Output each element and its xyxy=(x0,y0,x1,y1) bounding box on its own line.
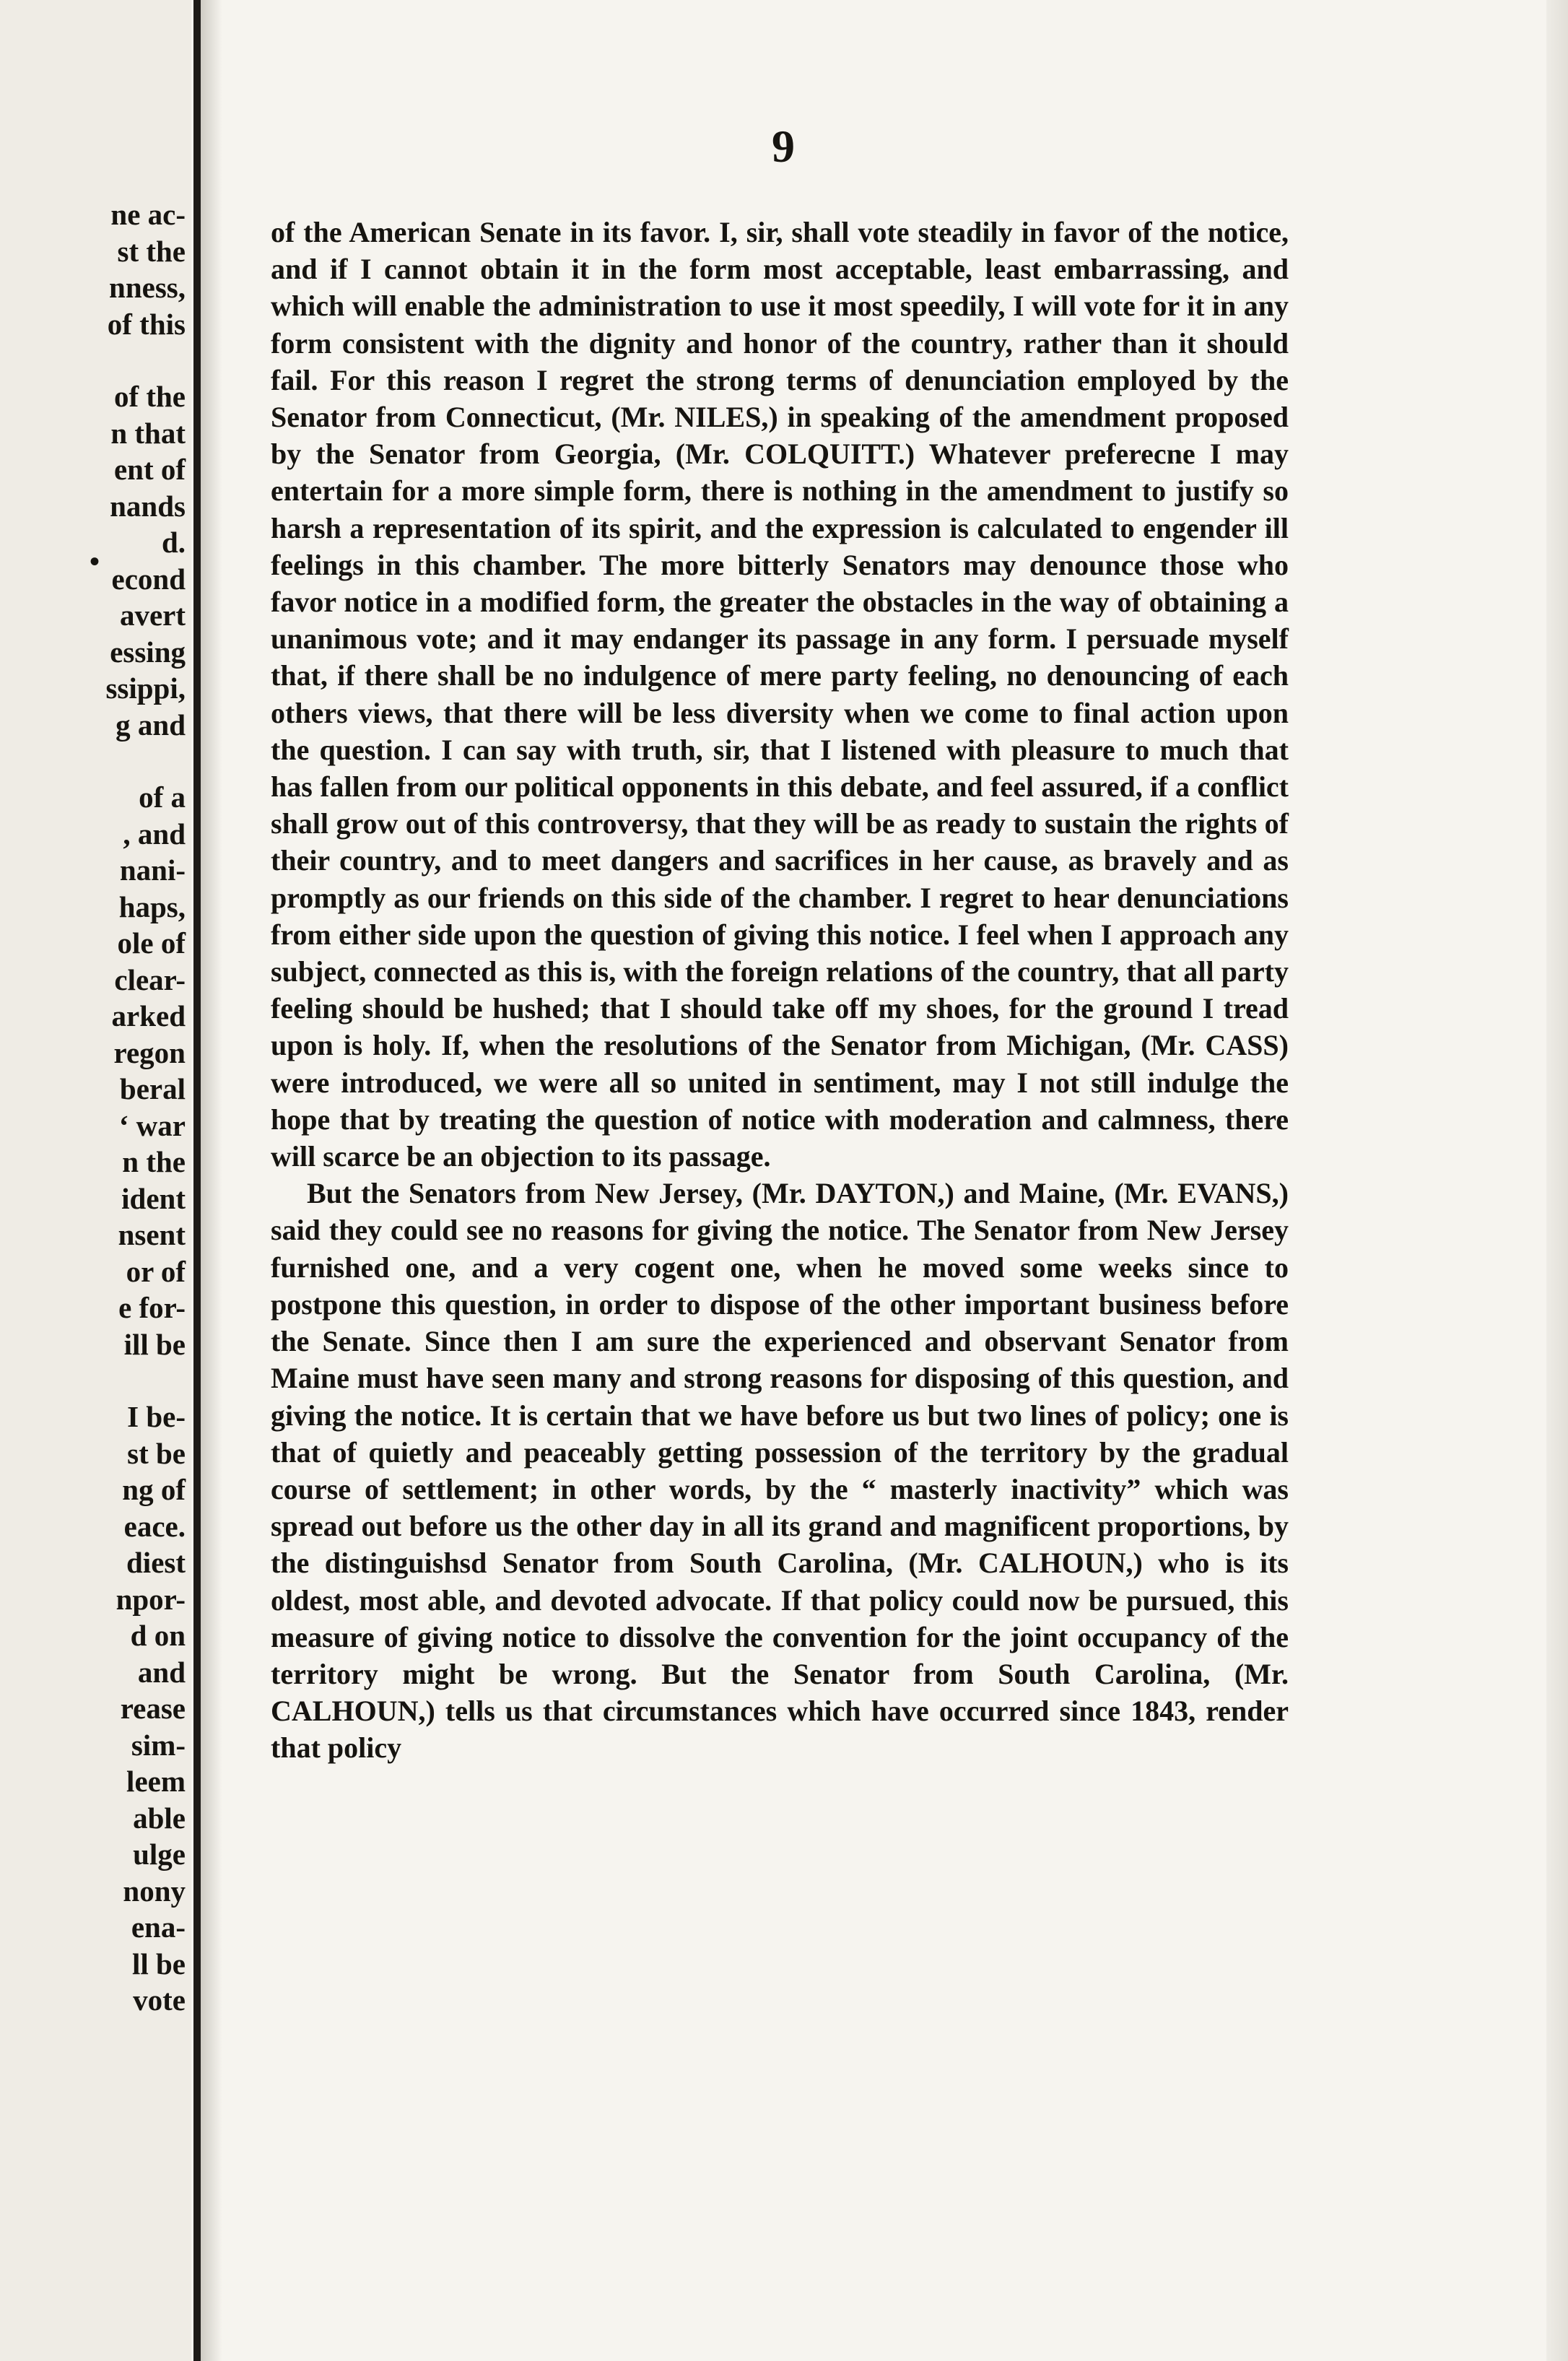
facing-page-line: ole of xyxy=(117,926,186,960)
facing-page-line: ent of xyxy=(113,453,186,486)
facing-page-line: nness, xyxy=(109,271,186,304)
blank-line xyxy=(12,743,186,779)
facing-page-strip xyxy=(0,0,191,2361)
facing-page-line: ne ac- xyxy=(110,198,186,231)
facing-page-line: d on xyxy=(130,1619,186,1652)
facing-page-line: , and xyxy=(123,817,186,851)
facing-page-line: essing xyxy=(110,635,186,669)
facing-page-line: regon xyxy=(113,1035,186,1069)
facing-page-line: ll be xyxy=(131,1947,186,1980)
facing-page-line: st the xyxy=(117,234,186,268)
facing-page-line: able xyxy=(133,1801,186,1835)
facing-page-line: ident xyxy=(121,1181,186,1215)
body-text xyxy=(271,214,1289,1767)
facing-page-line: nony xyxy=(123,1874,186,1908)
facing-page-line: nands xyxy=(110,489,186,523)
facing-page-line: of this xyxy=(107,307,186,341)
facing-page-line: diest xyxy=(126,1546,186,1579)
page-edge xyxy=(1546,0,1568,2361)
facing-page-line: and xyxy=(137,1655,186,1689)
stray-mark: • xyxy=(90,545,100,578)
blank-line xyxy=(12,342,186,378)
facing-page-line: I be- xyxy=(127,1400,186,1433)
facing-page-line: ‘ war xyxy=(118,1108,186,1142)
facing-page-line: nani- xyxy=(119,853,186,887)
facing-page-line: vote xyxy=(133,1983,186,2017)
facing-page-line: eace. xyxy=(123,1509,186,1543)
gutter-shadow xyxy=(201,0,222,2361)
facing-page-line: st be xyxy=(127,1436,186,1470)
paragraph: of the American Senate in its favor. I, sir, shall vote steadily in favor of the notice, and if I cannot obtain it in the form most acceptable, least embarrassing, and which will enable the administration to use it most speedily, I will vote for it in any form consistent with the dignity and honor of the country, rather than it should fail. For this reason I regret the strong terms of denunciation employed by the Senator from Connecticut, (Mr. NILES,) in speaking of the amendment proposed by the Senator from Georgia, (Mr. COLQUITT.) Whatever preferecne I may entertain for a more simple form, there is nothing in the amendment to justify so harsh a representation of its spirit, and the expression is calculated to engender ill feelings in this chamber. The more bitterly Senators may denounce those who favor notice in a modified form, the greater the obstacles in the way of obtaining a unanimous vote; and it may endanger its passage in any form. I persuade myself that, if there shall be no indulgence of mere party feeling, no denouncing of each others views, that there will be less diversity when we come to final action upon the question. I can say with truth, sir, that I listened with pleasure to much that has fallen from our political opponents in this debate, and feel assured, if a conflict shall grow out of this controversy, that they will be as ready to sustain the rights of their country, and to meet dangers and sacrifices in her cause, as bravely and as promptly as our friends on this side of the chamber. I regret to hear denunciations from either side upon the question of giving this notice. I feel when I approach any subject, connected as this is, with the foreign relations of the country, that all party feeling should be hushed; that I should take off my shoes, for the ground I tread upon is holy. If, when the resolutions of the Senator from Michigan, (Mr. CASS) were introduced, we were all so united in sentiment, may I not still indulge the hope that by treating the question of notice with moderation and calmness, there will scarce be an objection to its passage. xyxy=(271,216,1289,1173)
paragraph: But the Senators from New Jersey, (Mr. DAYTON,) and Maine, (Mr. EVANS,) said they could see no reasons for giving the notice. The Senator from New Jersey furnished one, and a very cogent one, when he moved some weeks since to postpone this question, in order to dispose of the other important business before the Senate. Since then I am sure the experienced and observant Senator from Maine must have seen many and strong reasons for disposing of this question, and giving the notice. It is certain that we have before us but two lines of policy; one is that of quietly and peaceably getting possession of the territory by the gradual course of settlement; in other words, by the “ masterly inactivity” which was spread out before us the other day in all its grand and magnificent proportions, by the distinguishsd Senator from South Carolina, (Mr. CALHOUN,) who is its oldest, most able, and devoted advocate. If that policy could now be pursued, this measure of giving notice to dissolve the convention for the joint occupancy of the territory might be wrong. But the Senator from South Carolina, (Mr. CALHOUN,) tells us that circumstances which have occurred since 1843, render that policy xyxy=(271,1177,1289,1765)
facing-page-line: n the xyxy=(122,1145,186,1178)
facing-page-line: ng of xyxy=(122,1473,186,1506)
facing-page-line: arked xyxy=(111,999,186,1032)
facing-page-line: ulge xyxy=(133,1838,186,1871)
facing-page-line: ena- xyxy=(131,1910,186,1944)
facing-page-line: econd xyxy=(111,562,186,596)
facing-page-line: clear- xyxy=(114,962,186,996)
facing-page-line: n that xyxy=(110,416,186,450)
facing-page-line: of a xyxy=(139,781,186,814)
facing-page-line: haps, xyxy=(118,890,186,923)
facing-page-line: g and xyxy=(116,708,186,742)
facing-page-text xyxy=(12,196,186,2019)
facing-page-line: ill be xyxy=(123,1327,186,1361)
blank-line xyxy=(12,1362,186,1399)
facing-page-line: of the xyxy=(113,380,186,413)
facing-page-line: rease xyxy=(120,1692,186,1725)
facing-page-line: nsent xyxy=(118,1218,186,1251)
page-number: 9 xyxy=(772,121,795,172)
facing-page-line: sim- xyxy=(131,1728,186,1762)
facing-page-line: beral xyxy=(119,1072,186,1105)
binding-gutter xyxy=(193,0,201,2361)
facing-page-line: ssippi, xyxy=(105,671,186,705)
facing-page-line: e for- xyxy=(118,1291,186,1324)
facing-page-line: npor- xyxy=(116,1582,186,1616)
facing-page-line: or of xyxy=(126,1254,186,1288)
facing-page-line: d. xyxy=(161,526,186,559)
facing-page-line: avert xyxy=(119,599,186,632)
facing-page-line: leem xyxy=(126,1765,186,1798)
